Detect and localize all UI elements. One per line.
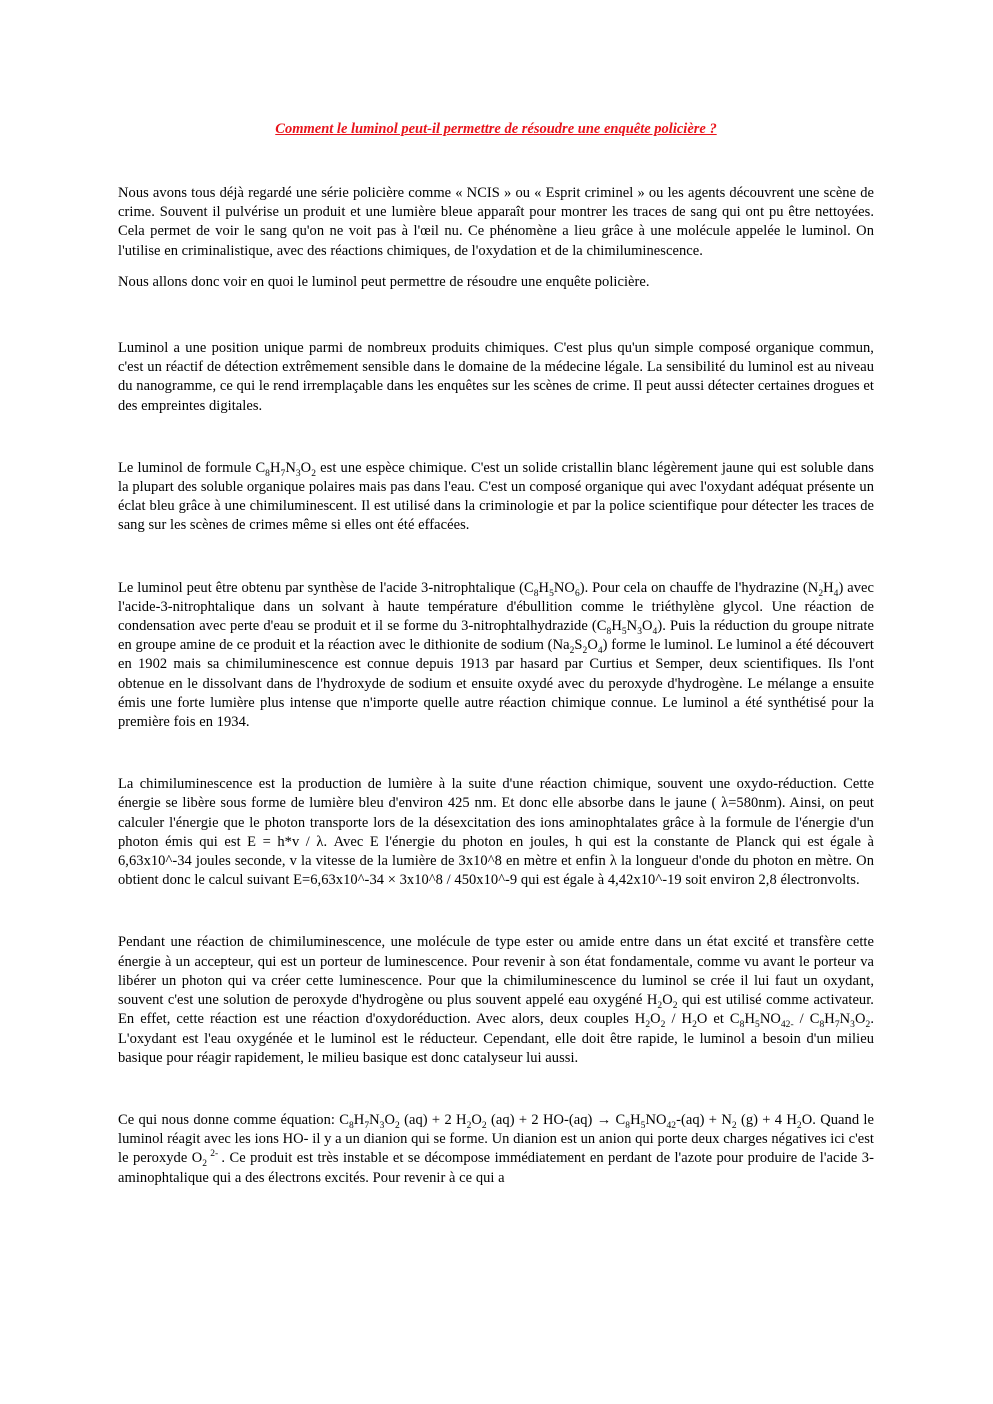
subscript: 8 bbox=[819, 1020, 825, 1031]
subscript: 2 bbox=[569, 646, 575, 657]
subscript: 4 bbox=[597, 646, 603, 657]
subscript: 2 bbox=[865, 1020, 871, 1031]
subscript: 2 bbox=[645, 1020, 651, 1031]
text-run: Luminol a une position unique parmi de nombreux produits chimiques. C'est plus qu'un simple composé organique commun, c'est un réactif de détection extrêmement sensible dans le domaine de la médecine légale. La sensibilité du luminol est au niveau du nanogramme, ce qui le rend irremplaçable dans les enquêtes sur les scènes de crime. Il peut aussi détecter certaines drogues et des empreintes digitales. bbox=[118, 340, 874, 414]
subscript: 3 bbox=[295, 468, 301, 479]
subscript: 2 bbox=[395, 1120, 400, 1131]
text-run: Nous avons tous déjà regardé une série policière comme « NCIS » ou « Esprit criminel » ou les agents découvrent une scène de crime. Souvent il pulvérise un produit et une lumière bleue apparaît pour montrer les traces de sang qui ont pu être nettoyées. Cela permet de voir le sang qu'on ne voit pas à l'œil nu. Ce phénomène a lieu grâce à une molécule appelée le luminol. On l'utilise en criminalistique, avec des réactions chimiques, de l'oxydation et de la chimiluminescence. bbox=[118, 185, 874, 259]
superscript: 2- bbox=[207, 1149, 222, 1160]
text-run: O bbox=[300, 459, 312, 476]
subscript: 2 bbox=[660, 1020, 666, 1031]
text-run: est une espèce chimique. C'est un solide cristallin blanc légèrement jaune qui est soluble dans la plupart des soluble organique polaires mais pas dans l'eau. C'est un composé organique qui avec l'oxydant adéquat présente un éclat bleu grâce à une chimiluminescent. Il est utilisé dans la criminologie et par la police scientifique pour détecter les traces de sang sur les scènes de crimes même si elles ont été effacées. bbox=[118, 459, 874, 534]
text-run: N bbox=[839, 1011, 851, 1028]
paragraph-problematic bbox=[118, 273, 874, 292]
paragraph-intro bbox=[118, 184, 874, 261]
subscript: 8 bbox=[606, 626, 612, 637]
text-run: Nous allons donc voir en quoi le luminol peut permettre de résoudre une enquête policière. bbox=[118, 273, 650, 290]
text-run: H bbox=[538, 579, 550, 596]
subscript: 7 bbox=[364, 1120, 370, 1131]
subscript: 2 bbox=[818, 588, 824, 599]
text-run: ). Pour cela on chauffe de l'hydrazine (N bbox=[579, 579, 819, 596]
text-run: Le luminol peut être obtenu par synthèse de l'acide 3-nitrophtalique (C bbox=[118, 579, 534, 596]
subscript: 7 bbox=[280, 468, 286, 479]
subscript: 5 bbox=[621, 626, 627, 637]
text-run: ) forme le luminol. Le luminol a été découvert en 1902 mais sa chimiluminescence est connue depuis 1913 par hasard par Curtius et Semper, deux scientifiques. Ils l'ont obtenue en le dissolvant dans de l'hydroxyde de sodium et ensuite oxydé avec du peroxyde d'hydrogène. Le mélange a ensuite émis une forte lumière plus intense que n'importe quelle autre réaction chimique connue. Le luminol a été synthétisé pour la première fois en 1934. bbox=[118, 637, 874, 731]
text-run: H bbox=[269, 459, 281, 476]
text-run: O bbox=[650, 1011, 661, 1028]
text-run: H bbox=[823, 579, 834, 596]
subscript: 8 bbox=[739, 1020, 745, 1031]
text-run: O. Quand le luminol réagit avec les ions HO- il y a un dianion qui se forme. Un dianion est un anion qui porte deux charges négatives ici c'est le peroxyde O bbox=[118, 1111, 874, 1167]
subscript: 2 bbox=[692, 1020, 697, 1031]
subscript: 2 bbox=[202, 1159, 208, 1170]
subscript: 3 bbox=[379, 1120, 385, 1131]
subscript: 6 bbox=[574, 588, 580, 599]
subscript: 2 bbox=[657, 1000, 663, 1011]
document-title: Comment le luminol peut-il permettre de résoudre une enquête policière ? bbox=[275, 121, 717, 137]
subscript: 2 bbox=[796, 1120, 802, 1131]
text-run: H bbox=[353, 1111, 365, 1128]
text-run: La chimiluminescence est la production de lumière à la suite d'une réaction chimique, souvent une oxydo-réduction. Cette énergie se libère sous forme de lumière bleu d'environ 425 nm. Et donc elle absorbe dans le jaune ( λ=580nm). Ainsi, on peut calculer l'énergie que le photon transporte lors de la désexcitation des ions aminophtalates grâce à la formule de l'énergie d'un photon émis qui est E = h*v / λ. Avec E l'énergie du photon en joules, h qui est la constante de Planck qui est égale à 6,63x10^-34 joules seconde, v la vitesse de la lumière de 3x10^8 en mètre et enfin λ la longueur d'onde du photon en mètre. On obtient donc le calcul suivant E=6,63x10^-34 × 3x10^8 / 450x10^-9 qui est égale à 4,42x10^-19 soit environ 2,8 électronvolts. bbox=[118, 776, 874, 889]
text-run: Pendant une réaction de chimiluminescence, une molécule de type ester ou amide entre dans un état excité et transfère cette énergie à un accepteur, qui est un porteur de luminescence. Pour revenir à son état fondamentale, comme vu avant le porteur va libérer un photon qui va créer cette luminescence. Pour que la chimiluminescence du luminol se crée il lui faut un oxydant, souvent c'est une solution de peroxyde d'hydrogène ou plus souvent appelé eau oxygéné H bbox=[118, 934, 874, 1009]
subscript: 2 bbox=[582, 646, 588, 657]
subscript: 2 bbox=[672, 1000, 678, 1011]
text-run: / C bbox=[793, 1011, 820, 1028]
paragraph-luminol-formula bbox=[118, 459, 874, 536]
text-run: Ce qui nous donne comme équation: C bbox=[118, 1111, 349, 1128]
text-run: S bbox=[574, 637, 583, 654]
text-run: H bbox=[744, 1011, 755, 1028]
text-run: qui est utilisé comme activateur. En effet, cette réaction est une réaction d'oxydoréduction. Avec alors, deux couples H bbox=[118, 992, 874, 1028]
paragraph-luminol-position bbox=[118, 339, 874, 416]
text-run: N bbox=[369, 1111, 380, 1128]
text-run: H bbox=[611, 618, 622, 635]
text-run: . L'oxydant est l'eau oxygénée et le luminol est le réducteur. Cependant, elle doit être rapide, le luminol a besoin d'un milieu basique pour réagir rapidement, le milieu basique est donc catalyseur lui aussi. bbox=[118, 1011, 874, 1066]
text-run: O et C bbox=[696, 1011, 740, 1028]
subscript: 8 bbox=[265, 468, 270, 479]
subscript: 7 bbox=[834, 1020, 840, 1031]
document-page bbox=[118, 120, 874, 1188]
subscript: 5 bbox=[640, 1120, 646, 1131]
text-run: H bbox=[630, 1111, 641, 1128]
subscript: 2 bbox=[731, 1120, 737, 1131]
text-run: O bbox=[642, 618, 653, 635]
subscript: 42 bbox=[666, 1120, 677, 1131]
subscript: 42- bbox=[780, 1020, 794, 1031]
text-run: (g) + 4 H bbox=[736, 1111, 797, 1128]
paragraph-synthesis bbox=[118, 579, 874, 733]
text-run: . Ce produit est très instable et se décompose immédiatement en perdant de l'azote pour produire de l'acide 3-aminophtalique qui a des électrons excités. Pour revenir à ce qui a bbox=[118, 1150, 874, 1186]
subscript: 8 bbox=[533, 588, 539, 599]
subscript: 3 bbox=[637, 626, 643, 637]
text-run: H bbox=[824, 1011, 835, 1028]
text-run: ) avec l'acide-3-nitrophtalique dans un solvant à haute température d'ébullition comme le triéthylène glycol. Une réaction de condensation avec perte d'eau se produit et il se forme du 3-nitrophtalhydrazide (C bbox=[118, 579, 874, 635]
subscript: 3 bbox=[850, 1020, 855, 1031]
text-run: N bbox=[285, 459, 296, 476]
text-run: O bbox=[471, 1111, 482, 1128]
subscript: 2 bbox=[466, 1120, 472, 1131]
subscript: 8 bbox=[348, 1120, 354, 1131]
text-run: (aq) + 2 H bbox=[399, 1111, 467, 1128]
text-run: O bbox=[384, 1111, 395, 1128]
text-run: -(aq) + N bbox=[676, 1111, 732, 1128]
paragraph-equation bbox=[118, 1111, 874, 1188]
subscript: 2 bbox=[311, 468, 317, 479]
text-run: NO bbox=[553, 579, 575, 596]
subscript: 4 bbox=[652, 626, 658, 637]
text-run: / H bbox=[665, 1011, 693, 1028]
text-run: NO bbox=[645, 1111, 667, 1128]
text-run: O bbox=[854, 1011, 866, 1028]
text-run: O bbox=[662, 992, 673, 1009]
paragraph-reaction-mechanism bbox=[118, 933, 874, 1067]
subscript: 8 bbox=[625, 1120, 631, 1131]
text-run: N bbox=[626, 618, 638, 635]
subscript: 2 bbox=[481, 1120, 487, 1131]
subscript: 5 bbox=[755, 1020, 760, 1031]
text-run: NO bbox=[759, 1011, 781, 1028]
paragraph-chemiluminescence bbox=[118, 775, 874, 890]
subscript: 5 bbox=[549, 588, 554, 599]
subscript: 4 bbox=[833, 588, 839, 599]
text-run: O bbox=[587, 637, 598, 654]
text-run: (aq) + 2 HO-(aq) → C bbox=[486, 1111, 626, 1128]
text-run: ). Puis la réduction du groupe nitrate en groupe amine de ce produit et la réaction avec le dithionite de sodium (Na bbox=[118, 618, 874, 654]
text-run: Le luminol de formule C bbox=[118, 459, 266, 476]
